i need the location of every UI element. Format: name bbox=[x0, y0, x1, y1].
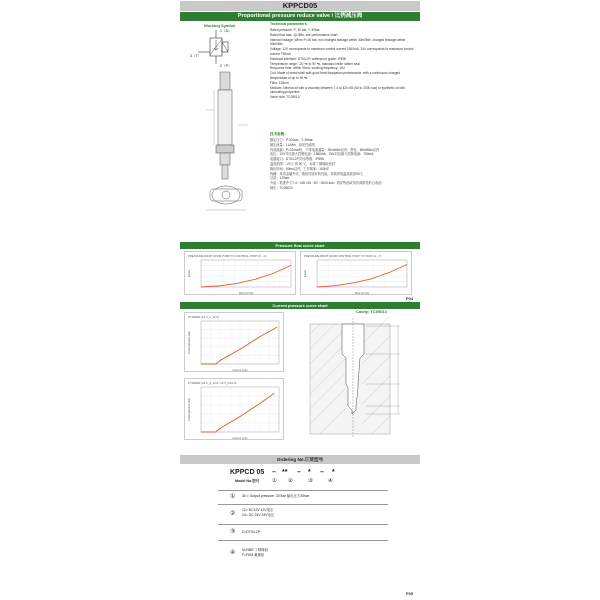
opt-voltage-line: 24= DC 24V 24V电压 bbox=[242, 513, 275, 517]
chart-title: PRESSURE DROP FROM CONTROL PORT TO TANK (A→T) bbox=[304, 254, 382, 258]
hydraulic-symbol bbox=[188, 28, 248, 68]
order-divider bbox=[218, 540, 388, 541]
data-point bbox=[277, 327, 278, 328]
cp-chart-1 bbox=[184, 312, 284, 372]
tech-cn-line: 阀孔：TC05013 bbox=[270, 185, 293, 190]
data-point bbox=[273, 273, 274, 274]
cp-chart-1-svg bbox=[185, 313, 285, 373]
working-symbol-label: Working Symbol bbox=[204, 23, 236, 28]
data-point bbox=[335, 285, 336, 286]
order-seg-pressure: ** bbox=[282, 469, 288, 476]
tech-cn-line: 内部泄漏：P=30 bar时，不带电泄漏量：30ml/Min以内；带电：60ml/Min以内 bbox=[270, 147, 380, 152]
data-point bbox=[240, 349, 241, 350]
order-sep-2: – bbox=[297, 469, 301, 476]
data-point bbox=[201, 287, 202, 288]
opt-voltage-line: 12= DC12V 12V电压 bbox=[242, 508, 274, 512]
port-3-label: 3（T） bbox=[190, 54, 202, 58]
tech-en-line: Internal leakage: When P=30 bar, non charged leakage within 30ml/Min, charged leakage within 60ml/Min bbox=[270, 37, 406, 47]
tech-params-title-cn: 技术参数: bbox=[270, 132, 286, 136]
y-axis-label: Control pressure (bar) bbox=[188, 330, 191, 355]
tech-cn-line: 介质：粘度介于7.4～420 cSt（50～2000 sus）的矿物油或具有润滑性的合成油 bbox=[270, 181, 382, 186]
pf-chart-1 bbox=[184, 251, 296, 295]
tech-en-line: Electrical interface: DT04-2P, waterproof grade: IP69K bbox=[270, 56, 347, 61]
order-divider bbox=[218, 490, 388, 491]
data-point bbox=[220, 428, 221, 429]
tech-cn-line: 线圈：采用金属外壳，散热性较好的性能，持续带电温度最高90℃ bbox=[270, 171, 363, 176]
y-axis-label: Control pressure (bar) bbox=[188, 397, 191, 422]
tech-en-line: Rated flow rate: 1(L/Min, see performance chart bbox=[270, 32, 338, 37]
order-divider bbox=[218, 504, 388, 505]
data-point bbox=[220, 360, 221, 361]
x-axis-label: Current (mA) bbox=[232, 437, 248, 440]
tech-cn-line: 电压：12V对应最大控制电流：1560mA，24V对应最大控制电流：750mA bbox=[270, 152, 374, 157]
order-divider bbox=[218, 524, 388, 525]
tech-cn-line: 响应时间：50ms以内，工作频率：100HZ bbox=[270, 166, 329, 171]
opt-number-1: ① bbox=[230, 494, 236, 500]
data-point bbox=[259, 403, 260, 404]
y-axis-label: psi bar bbox=[188, 269, 191, 278]
series-line bbox=[201, 393, 274, 432]
page-number-p05: P05 bbox=[406, 591, 414, 596]
data-point bbox=[274, 393, 275, 394]
opt-voltage bbox=[242, 508, 274, 518]
page-title: KPPCD05 bbox=[180, 1, 420, 11]
order-seg-seal: * bbox=[332, 469, 335, 476]
page-number-p04: P04 bbox=[406, 296, 414, 301]
chart-title: P=30BAR (24 V_4_12.0 / 12 V_04-0.0) bbox=[188, 381, 237, 385]
tech-en-line: Response time: within 50ms, working frequency: 1Hz bbox=[270, 66, 345, 71]
tech-cn-line: 额定压力：P:30 bar；T: 30bar bbox=[270, 138, 313, 142]
port-1-label: 1（A） bbox=[220, 29, 232, 33]
x-axis-label: Current (mA) bbox=[232, 369, 248, 372]
data-point bbox=[371, 279, 372, 280]
y-axis-label: psi bar bbox=[304, 269, 307, 278]
order-circle-3: ③ bbox=[308, 478, 313, 484]
opt-connector bbox=[242, 530, 260, 535]
data-point bbox=[240, 416, 241, 417]
opt-connector-line: D=DT04-2P bbox=[242, 530, 260, 534]
product-subtitle: Proportional pressure reduce valve / 比例减压阀 bbox=[180, 12, 420, 21]
data-point bbox=[317, 287, 318, 288]
cp-chart-2 bbox=[184, 378, 284, 440]
tech-cn-line: 过滤：125um bbox=[270, 176, 290, 181]
tech-en-line: Medium: Mineral oil with a viscosity between 7.4 to 420 cSt (50 to 2000 sus) or synthetic oil with lubricating properties bbox=[270, 85, 406, 95]
pf-chart-2 bbox=[300, 251, 412, 295]
tech-params-title-en: Technical parameters: bbox=[270, 22, 308, 26]
data-point bbox=[407, 264, 408, 265]
order-circle-2: ② bbox=[288, 478, 293, 484]
order-sep-3: – bbox=[320, 469, 324, 476]
opt-number-4: ④ bbox=[230, 550, 236, 556]
opt-number-3: ③ bbox=[230, 529, 236, 535]
data-point bbox=[259, 337, 260, 338]
ordering-band: Ordering No.订货型号 bbox=[180, 455, 420, 464]
tech-params-en bbox=[270, 28, 416, 100]
order-circle-1: ① bbox=[272, 478, 277, 484]
data-point bbox=[291, 265, 292, 266]
tech-params-cn bbox=[270, 138, 416, 191]
pf-chart-2-svg bbox=[301, 252, 413, 296]
data-point bbox=[219, 286, 220, 287]
chart-title: PRESSURE DROP FROM PUMP TO CONTROL PORT (P→A) bbox=[188, 254, 267, 258]
data-point bbox=[389, 272, 390, 273]
data-point bbox=[255, 279, 256, 280]
order-model-label: Model No.型号 bbox=[235, 479, 260, 483]
order-seg-voltage: * bbox=[308, 469, 311, 476]
pressure-flow-section-bar: Pressure flow curve chart bbox=[180, 242, 420, 249]
data-point bbox=[215, 432, 216, 433]
valve-outline-drawing bbox=[198, 70, 258, 225]
pf-chart-1-svg bbox=[185, 252, 297, 296]
tech-cn-line: 额定流量：1L/Min，参见性能图 bbox=[270, 142, 315, 147]
cavity-drawing bbox=[290, 314, 415, 442]
order-circle-4: ④ bbox=[328, 478, 333, 484]
tech-cn-line: 温度范围：-20℃ 到 90 ℃，标准丁腈橡胶密封 bbox=[270, 161, 335, 166]
data-point bbox=[201, 432, 202, 433]
data-point bbox=[201, 364, 202, 365]
tech-en-line: Coil: Made of metal shell with good heat dissipation performance, with a continuous charged temperature of up to 90 ℃ bbox=[270, 71, 401, 80]
x-axis-label: Flow (L/min) bbox=[238, 292, 254, 295]
order-model-code: KPPCD 05 bbox=[230, 469, 265, 476]
cp-chart-2-svg bbox=[185, 379, 285, 441]
series-line bbox=[201, 327, 277, 364]
x-axis-label: Flow (L/min) bbox=[354, 292, 370, 295]
tech-en-line: Rated pressure: P: 30 bar, T: 30bar bbox=[270, 28, 320, 32]
opt-pressure bbox=[242, 494, 309, 499]
tech-cn-line: 电器接口：DT04-2P 防水等级：IP69K bbox=[270, 157, 325, 162]
order-sep-1: – bbox=[272, 469, 276, 476]
tech-en-line: Valve hole: TC05013 bbox=[270, 95, 300, 100]
cavity-label: Cavity: TC05013 bbox=[356, 309, 387, 314]
tech-en-line: Temperature range: -20 ℃ to 90 ℃, standard nitrile rubber seal bbox=[270, 61, 360, 66]
opt-number-2: ② bbox=[230, 511, 236, 517]
datasheet-page bbox=[180, 0, 420, 600]
current-pressure-section-bar: Current pressure curve chart bbox=[180, 302, 420, 309]
tech-en-line: Voltage: 12V corresponds to maximum control current 1560mA, 24V corresponds to maximum control current 750mA bbox=[270, 47, 414, 56]
tech-en-line: Filter: 125um bbox=[270, 80, 289, 85]
opt-seal-line: N=NBR 丁晴橡胶 bbox=[242, 548, 269, 552]
chart-title: P=30BAR (12 V_4_12.0) bbox=[188, 315, 219, 319]
data-point bbox=[215, 364, 216, 365]
opt-seal-line: F=FKM 氟橡胶 bbox=[242, 553, 265, 557]
opt-pressure-line: 30 = Output pressure: 30 Bar 输出压力30bar bbox=[242, 494, 309, 498]
data-point bbox=[353, 283, 354, 284]
opt-seal bbox=[242, 548, 268, 558]
data-point bbox=[237, 283, 238, 284]
port-2-label: 2（P） bbox=[220, 64, 232, 68]
